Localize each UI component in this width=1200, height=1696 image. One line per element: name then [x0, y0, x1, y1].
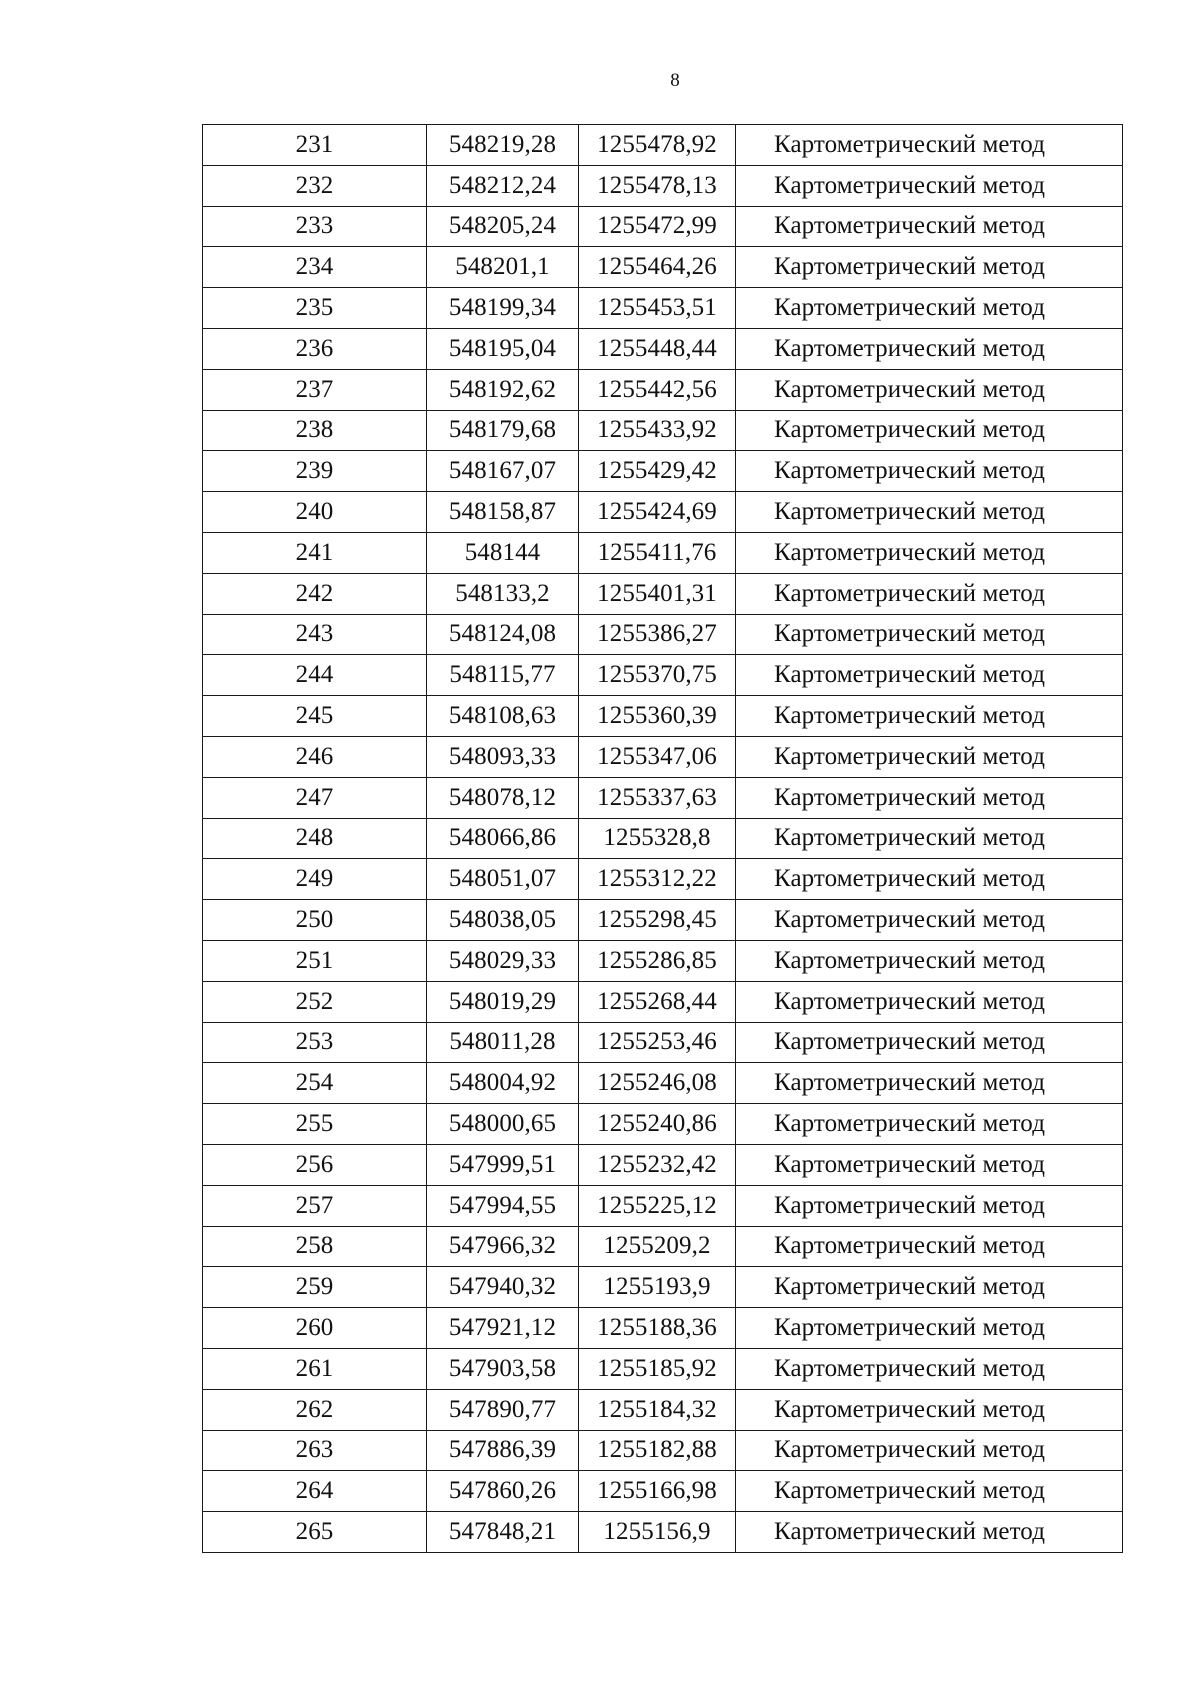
- method-cell: Картометрический метод: [736, 1185, 1123, 1226]
- point-number-cell: 262: [203, 1389, 427, 1430]
- point-number-cell: 248: [203, 818, 427, 859]
- method-cell: Картометрический метод: [736, 125, 1123, 166]
- point-number-cell: 238: [203, 410, 427, 451]
- table-row: [203, 1144, 1123, 1185]
- point-number-cell: 249: [203, 859, 427, 900]
- x-coordinate-cell: 548167,07: [427, 451, 579, 492]
- x-coordinate-cell: 547921,12: [427, 1308, 579, 1349]
- table-row: [203, 288, 1123, 329]
- page-number: 8: [670, 70, 680, 91]
- point-number-cell: 260: [203, 1308, 427, 1349]
- x-coordinate-cell: 547848,21: [427, 1512, 579, 1553]
- table-row: [203, 981, 1123, 1022]
- coordinates-table: [202, 124, 1123, 1553]
- y-coordinate-cell: 1255240,86: [579, 1104, 736, 1145]
- y-coordinate-cell: 1255337,63: [579, 777, 736, 818]
- point-number-cell: 257: [203, 1185, 427, 1226]
- point-number-cell: 254: [203, 1063, 427, 1104]
- y-coordinate-cell: 1255464,26: [579, 247, 736, 288]
- y-coordinate-cell: 1255246,08: [579, 1063, 736, 1104]
- y-coordinate-cell: 1255298,45: [579, 900, 736, 941]
- method-cell: Картометрический метод: [736, 369, 1123, 410]
- method-cell: Картометрический метод: [736, 859, 1123, 900]
- y-coordinate-cell: 1255209,2: [579, 1226, 736, 1267]
- point-number-cell: 259: [203, 1267, 427, 1308]
- x-coordinate-cell: 547994,55: [427, 1185, 579, 1226]
- method-cell: Картометрический метод: [736, 614, 1123, 655]
- point-number-cell: 246: [203, 736, 427, 777]
- method-cell: Картометрический метод: [736, 1471, 1123, 1512]
- method-cell: Картометрический метод: [736, 1063, 1123, 1104]
- x-coordinate-cell: 548201,1: [427, 247, 579, 288]
- y-coordinate-cell: 1255411,76: [579, 532, 736, 573]
- table-row: [203, 1063, 1123, 1104]
- table-row: [203, 410, 1123, 451]
- method-cell: Картометрический метод: [736, 1226, 1123, 1267]
- x-coordinate-cell: 547940,32: [427, 1267, 579, 1308]
- method-cell: Картометрический метод: [736, 247, 1123, 288]
- x-coordinate-cell: 548004,92: [427, 1063, 579, 1104]
- point-number-cell: 261: [203, 1348, 427, 1389]
- table-row: [203, 614, 1123, 655]
- table-row: [203, 125, 1123, 166]
- table-row: [203, 1471, 1123, 1512]
- point-number-cell: 253: [203, 1022, 427, 1063]
- table-row: [203, 532, 1123, 573]
- point-number-cell: 263: [203, 1430, 427, 1471]
- table-row: [203, 573, 1123, 614]
- table-row: [203, 1185, 1123, 1226]
- table-row: [203, 328, 1123, 369]
- y-coordinate-cell: 1255347,06: [579, 736, 736, 777]
- method-cell: Картометрический метод: [736, 1512, 1123, 1553]
- method-cell: Картометрический метод: [736, 696, 1123, 737]
- method-cell: Картометрический метод: [736, 492, 1123, 533]
- method-cell: Картометрический метод: [736, 818, 1123, 859]
- point-number-cell: 231: [203, 125, 427, 166]
- method-cell: Картометрический метод: [736, 1144, 1123, 1185]
- x-coordinate-cell: 548051,07: [427, 859, 579, 900]
- x-coordinate-cell: 548158,87: [427, 492, 579, 533]
- y-coordinate-cell: 1255182,88: [579, 1430, 736, 1471]
- x-coordinate-cell: 547999,51: [427, 1144, 579, 1185]
- x-coordinate-cell: 547860,26: [427, 1471, 579, 1512]
- point-number-cell: 264: [203, 1471, 427, 1512]
- y-coordinate-cell: 1255472,99: [579, 206, 736, 247]
- x-coordinate-cell: 548011,28: [427, 1022, 579, 1063]
- point-number-cell: 258: [203, 1226, 427, 1267]
- table-row: [203, 859, 1123, 900]
- method-cell: Картометрический метод: [736, 165, 1123, 206]
- y-coordinate-cell: 1255429,42: [579, 451, 736, 492]
- x-coordinate-cell: 548133,2: [427, 573, 579, 614]
- table-row: [203, 1512, 1123, 1553]
- point-number-cell: 240: [203, 492, 427, 533]
- x-coordinate-cell: 548115,77: [427, 655, 579, 696]
- y-coordinate-cell: 1255188,36: [579, 1308, 736, 1349]
- y-coordinate-cell: 1255442,56: [579, 369, 736, 410]
- method-cell: Картометрический метод: [736, 1267, 1123, 1308]
- y-coordinate-cell: 1255453,51: [579, 288, 736, 329]
- x-coordinate-cell: 548205,24: [427, 206, 579, 247]
- point-number-cell: 251: [203, 940, 427, 981]
- y-coordinate-cell: 1255478,13: [579, 165, 736, 206]
- x-coordinate-cell: 548212,24: [427, 165, 579, 206]
- y-coordinate-cell: 1255312,22: [579, 859, 736, 900]
- method-cell: Картометрический метод: [736, 1104, 1123, 1145]
- table-row: [203, 206, 1123, 247]
- table-row: [203, 1348, 1123, 1389]
- y-coordinate-cell: 1255433,92: [579, 410, 736, 451]
- y-coordinate-cell: 1255286,85: [579, 940, 736, 981]
- y-coordinate-cell: 1255448,44: [579, 328, 736, 369]
- method-cell: Картометрический метод: [736, 1389, 1123, 1430]
- point-number-cell: 235: [203, 288, 427, 329]
- x-coordinate-cell: 548124,08: [427, 614, 579, 655]
- point-number-cell: 255: [203, 1104, 427, 1145]
- table-row: [203, 165, 1123, 206]
- x-coordinate-cell: 548179,68: [427, 410, 579, 451]
- point-number-cell: 233: [203, 206, 427, 247]
- table-row: [203, 777, 1123, 818]
- y-coordinate-cell: 1255184,32: [579, 1389, 736, 1430]
- method-cell: Картометрический метод: [736, 1308, 1123, 1349]
- table-row: [203, 369, 1123, 410]
- table-row: [203, 247, 1123, 288]
- method-cell: Картометрический метод: [736, 940, 1123, 981]
- y-coordinate-cell: 1255328,8: [579, 818, 736, 859]
- table-row: [203, 451, 1123, 492]
- table-row: [203, 1389, 1123, 1430]
- y-coordinate-cell: 1255478,92: [579, 125, 736, 166]
- table-row: [203, 736, 1123, 777]
- x-coordinate-cell: 548078,12: [427, 777, 579, 818]
- y-coordinate-cell: 1255360,39: [579, 696, 736, 737]
- x-coordinate-cell: 548144: [427, 532, 579, 573]
- x-coordinate-cell: 548038,05: [427, 900, 579, 941]
- table-row: [203, 900, 1123, 941]
- x-coordinate-cell: 547903,58: [427, 1348, 579, 1389]
- x-coordinate-cell: 548019,29: [427, 981, 579, 1022]
- table-row: [203, 696, 1123, 737]
- point-number-cell: 252: [203, 981, 427, 1022]
- point-number-cell: 242: [203, 573, 427, 614]
- y-coordinate-cell: 1255156,9: [579, 1512, 736, 1553]
- table-row: [203, 1022, 1123, 1063]
- x-coordinate-cell: 548199,34: [427, 288, 579, 329]
- point-number-cell: 265: [203, 1512, 427, 1553]
- point-number-cell: 243: [203, 614, 427, 655]
- y-coordinate-cell: 1255166,98: [579, 1471, 736, 1512]
- x-coordinate-cell: 548192,62: [427, 369, 579, 410]
- point-number-cell: 256: [203, 1144, 427, 1185]
- method-cell: Картометрический метод: [736, 573, 1123, 614]
- x-coordinate-cell: 548108,63: [427, 696, 579, 737]
- point-number-cell: 236: [203, 328, 427, 369]
- point-number-cell: 241: [203, 532, 427, 573]
- y-coordinate-cell: 1255424,69: [579, 492, 736, 533]
- y-coordinate-cell: 1255232,42: [579, 1144, 736, 1185]
- method-cell: Картометрический метод: [736, 410, 1123, 451]
- x-coordinate-cell: 547886,39: [427, 1430, 579, 1471]
- method-cell: Картометрический метод: [736, 981, 1123, 1022]
- x-coordinate-cell: 548066,86: [427, 818, 579, 859]
- table-row: [203, 818, 1123, 859]
- point-number-cell: 239: [203, 451, 427, 492]
- method-cell: Картометрический метод: [736, 288, 1123, 329]
- x-coordinate-cell: 548093,33: [427, 736, 579, 777]
- y-coordinate-cell: 1255386,27: [579, 614, 736, 655]
- table-row: [203, 1267, 1123, 1308]
- x-coordinate-cell: 548195,04: [427, 328, 579, 369]
- y-coordinate-cell: 1255401,31: [579, 573, 736, 614]
- coordinates-table-body: [203, 125, 1123, 1553]
- point-number-cell: 232: [203, 165, 427, 206]
- table-row: [203, 940, 1123, 981]
- point-number-cell: 245: [203, 696, 427, 737]
- x-coordinate-cell: 548000,65: [427, 1104, 579, 1145]
- method-cell: Картометрический метод: [736, 777, 1123, 818]
- y-coordinate-cell: 1255370,75: [579, 655, 736, 696]
- method-cell: Картометрический метод: [736, 655, 1123, 696]
- point-number-cell: 250: [203, 900, 427, 941]
- x-coordinate-cell: 547966,32: [427, 1226, 579, 1267]
- point-number-cell: 237: [203, 369, 427, 410]
- method-cell: Картометрический метод: [736, 328, 1123, 369]
- method-cell: Картометрический метод: [736, 1348, 1123, 1389]
- y-coordinate-cell: 1255268,44: [579, 981, 736, 1022]
- method-cell: Картометрический метод: [736, 900, 1123, 941]
- method-cell: Картометрический метод: [736, 736, 1123, 777]
- table-row: [203, 1104, 1123, 1145]
- y-coordinate-cell: 1255253,46: [579, 1022, 736, 1063]
- y-coordinate-cell: 1255225,12: [579, 1185, 736, 1226]
- table-row: [203, 1226, 1123, 1267]
- y-coordinate-cell: 1255185,92: [579, 1348, 736, 1389]
- x-coordinate-cell: 547890,77: [427, 1389, 579, 1430]
- table-row: [203, 655, 1123, 696]
- x-coordinate-cell: 548029,33: [427, 940, 579, 981]
- method-cell: Картометрический метод: [736, 1430, 1123, 1471]
- point-number-cell: 234: [203, 247, 427, 288]
- table-row: [203, 1308, 1123, 1349]
- method-cell: Картометрический метод: [736, 451, 1123, 492]
- method-cell: Картометрический метод: [736, 206, 1123, 247]
- table-row: [203, 492, 1123, 533]
- x-coordinate-cell: 548219,28: [427, 125, 579, 166]
- method-cell: Картометрический метод: [736, 1022, 1123, 1063]
- point-number-cell: 247: [203, 777, 427, 818]
- point-number-cell: 244: [203, 655, 427, 696]
- method-cell: Картометрический метод: [736, 532, 1123, 573]
- y-coordinate-cell: 1255193,9: [579, 1267, 736, 1308]
- table-row: [203, 1430, 1123, 1471]
